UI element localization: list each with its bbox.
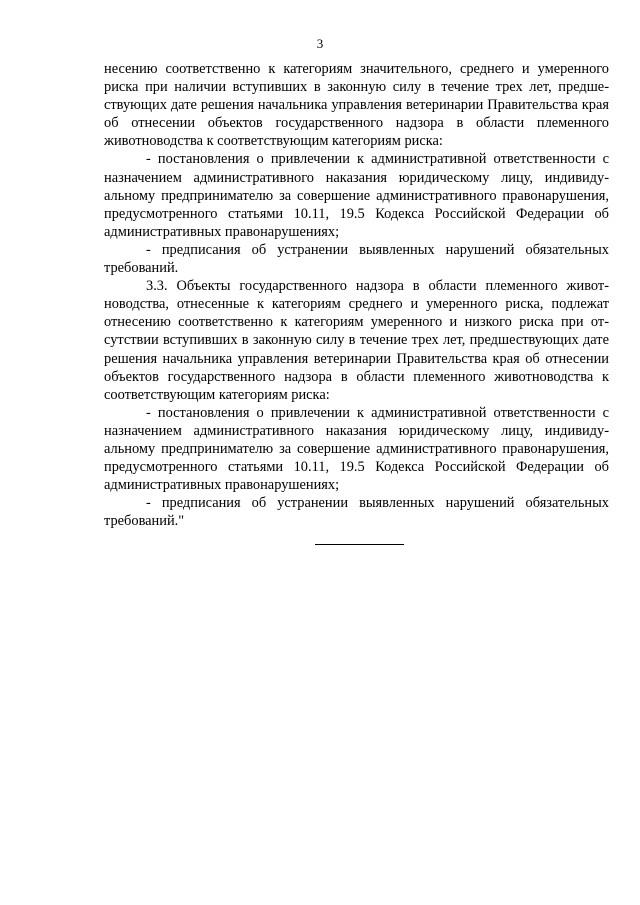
- closing-separator-line: [315, 544, 404, 545]
- page-number: 3: [316, 36, 324, 51]
- paragraph-list-item-resolution: - постановления о привлечении к административной ответственности с назначением административного наказания юридическому лицу, индивидуальному предпринимателю за совершение административного правонарушения, предусмотренного статьями 10.11, 19.5 Кодекса Российской Федерации об административных правонарушениях;: [104, 151, 609, 240]
- paragraph-list-item-resolution-2: - постановления о привлечении к административной ответственности с назначением административного наказания юридическому лицу, индивидуальному предпринимателю за совершение административного правонарушения, предусмотренного статьями 10.11, 19.5 Кодекса Российской Федерации об административных правонарушениях;: [104, 404, 609, 494]
- paragraph-list-item-order-2: - предписания об устранении выявленных нарушений обязательных требований.": [104, 495, 609, 530]
- document-body: [104, 60, 609, 530]
- paragraph-continuation: несению соответственно к категориям значительного, среднего и умеренного риска при наличии вступивших в законную силу в течение трех лет, предшествующих дате решения начальника управления ветеринарии Правительства края об отнесении объектов государственного надзора в области племенного животноводства к соответствующим категориям риска:: [104, 61, 609, 150]
- paragraph-clause-3-3: 3.3. Объекты государственного надзора в области племенного животноводства, отнесенные к категориям среднего и умеренного риска, подлежат отнесению соответственно к категориям умеренного и низкого риска при отсутствии вступивших в законную силу в течение трех лет, предшествующих дате решения начальника управления ветеринарии Правительства края об отнесении объектов государственного надзора в области племенного животноводства к соответствующим категориям риска:: [104, 278, 609, 403]
- paragraph-list-item-order: - предписания об устранении выявленных нарушений обязательных требований.: [104, 241, 609, 277]
